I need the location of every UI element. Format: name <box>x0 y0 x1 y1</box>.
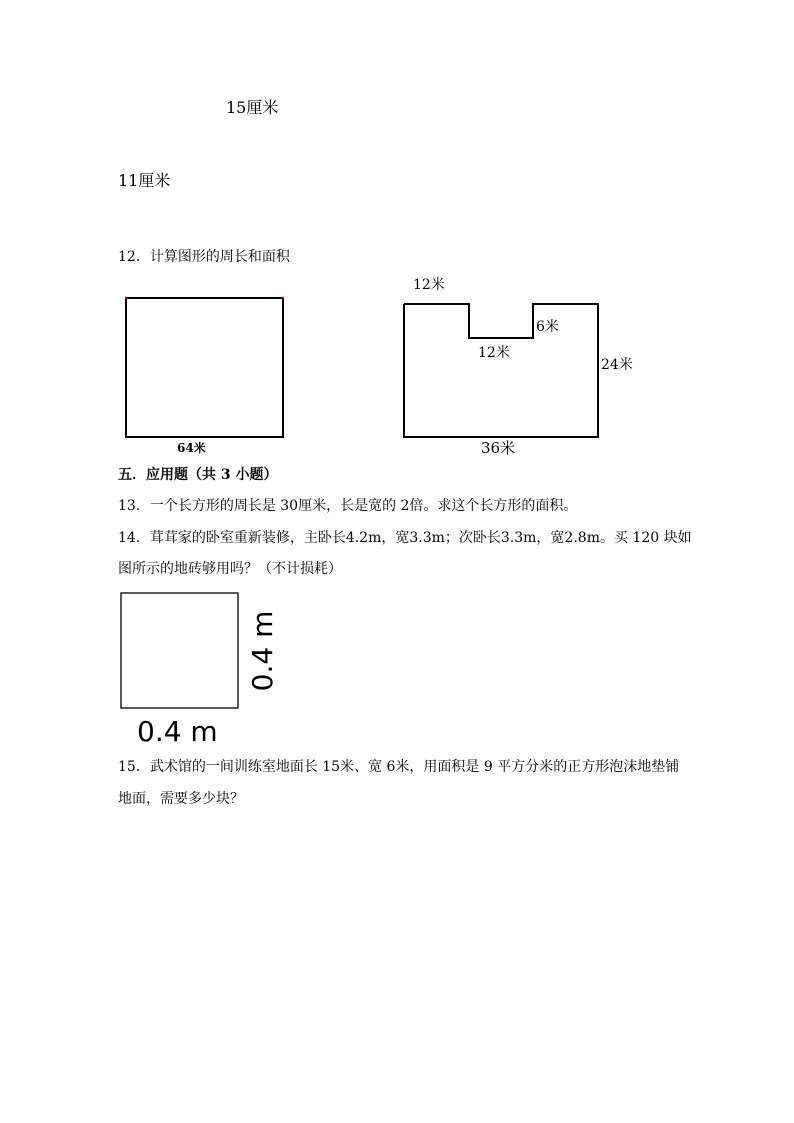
square-side-label: 64米 <box>177 441 206 455</box>
shape-notch-depth-label: 6米 <box>536 319 559 335</box>
tile-side-label: 0.4 m <box>246 610 279 692</box>
question-14-line-2: 图所示的地砖够用吗？（不计损耗） <box>118 561 342 577</box>
notched-shape-figure <box>404 304 598 437</box>
question-14-line-1: 14．茸茸家的卧室重新装修，主卧长4.2m，宽3.3m；次卧长3.3m，宽2.8m。买 120 块如 <box>118 530 692 546</box>
shape-bottom-label: 36米 <box>481 439 516 457</box>
square-corner-dot <box>282 297 284 299</box>
square-corner-dot <box>125 297 127 299</box>
shape-right-label: 24米 <box>601 357 633 373</box>
question-15-line-2: 地面，需要多少块？ <box>118 791 244 807</box>
shape-top-left-label: 12米 <box>413 277 445 293</box>
tile-square-figure <box>121 593 238 708</box>
tile-bottom-label: 0.4 m <box>137 715 218 748</box>
question-15-line-1: 15．武术馆的一间训练室地面长 15米、宽 6米，用面积是 9 平方分米的正方形泡沫地垫铺 <box>118 759 680 775</box>
question-12: 12．计算图形的周长和面积 <box>118 249 290 265</box>
label-11cm: 11厘米 <box>118 171 171 190</box>
section-5-title: 五．应用题（共 3 小题） <box>118 467 278 483</box>
shape-notch-width-label: 12米 <box>478 345 510 361</box>
label-15cm: 15厘米 <box>226 98 279 117</box>
square-figure <box>126 298 283 437</box>
question-13: 13．一个长方形的周长是 30厘米，长是宽的 2倍。求这个长方形的面积。 <box>118 498 578 514</box>
